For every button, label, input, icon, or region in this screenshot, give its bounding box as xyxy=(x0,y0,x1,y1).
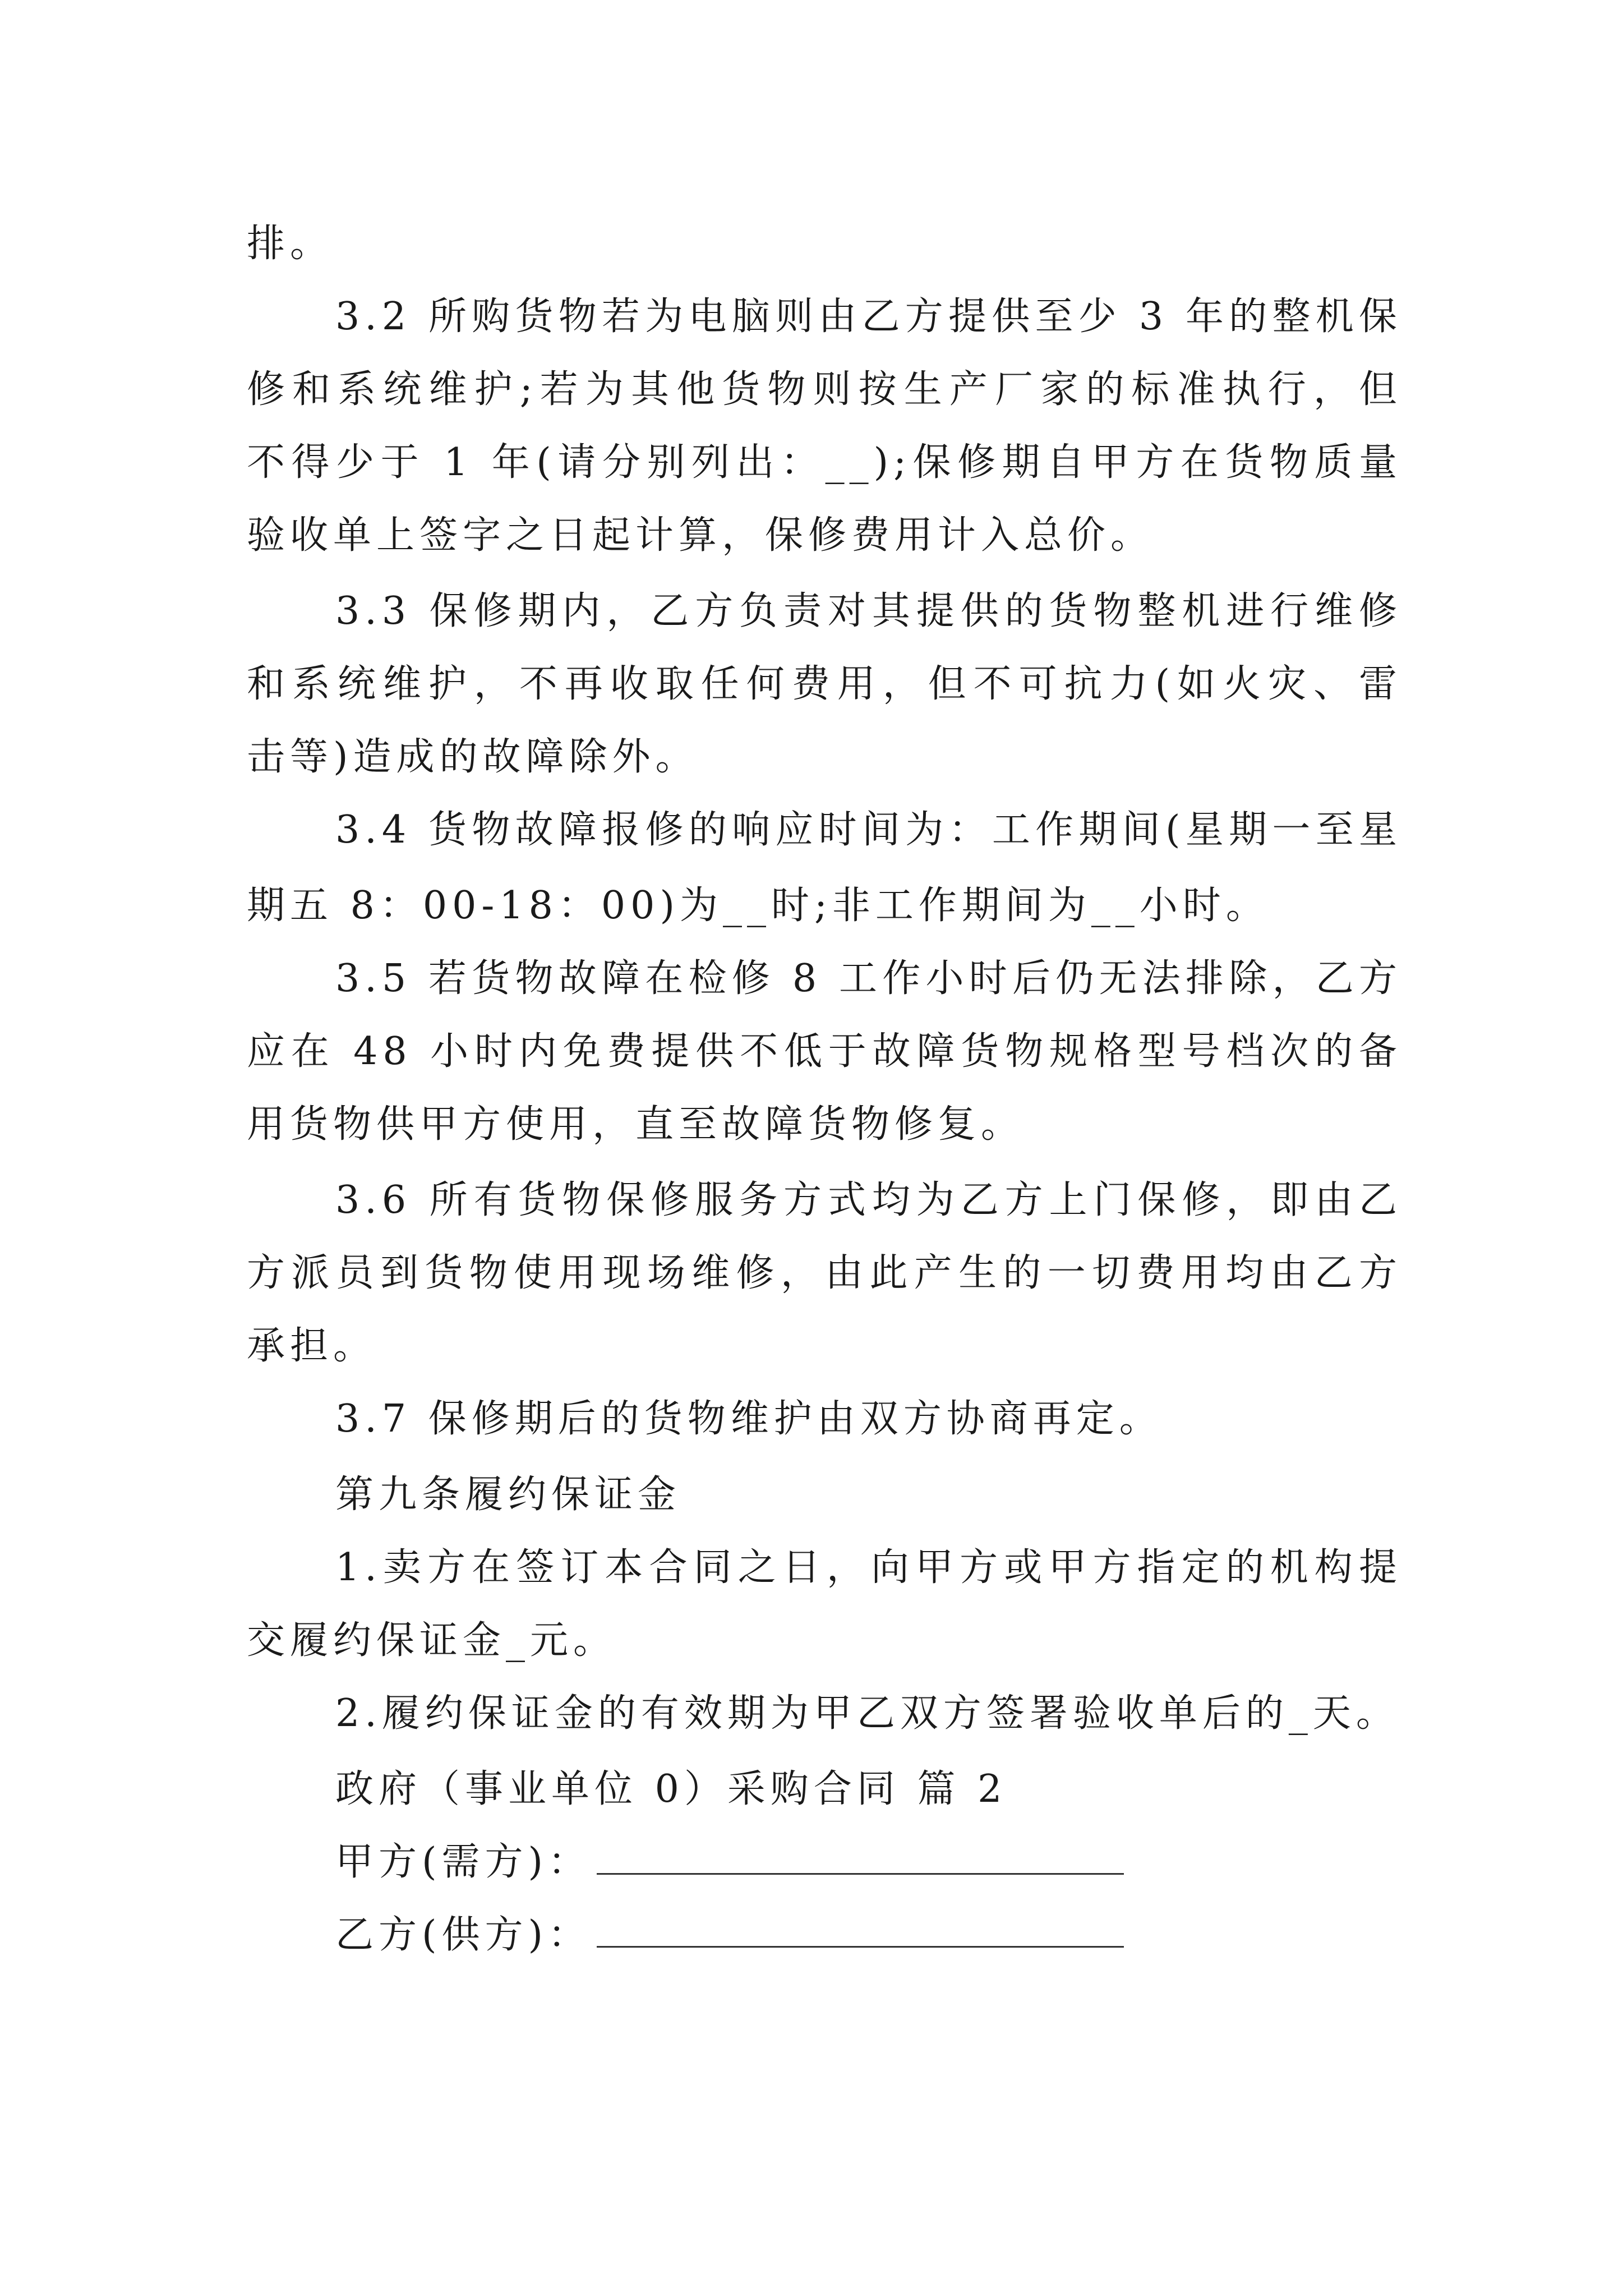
clause-3-4-line-1: 3.4 货物故障报修的响应时间为：工作期间(星期一至星 xyxy=(335,808,1402,852)
paragraph-line: 排。 xyxy=(247,222,334,266)
clause-3-3-line-2: 和系统维护，不再收取任何费用，但不可抗力(如火灾、雷 xyxy=(247,662,1402,706)
clause-3-6-line-2: 方派员到货物使用现场维修，由此产生的一切费用均由乙方 xyxy=(247,1251,1402,1295)
party-b-line xyxy=(335,1899,1491,1972)
party-a-line xyxy=(335,1826,1491,1899)
clause-3-3-line-3: 击等)造成的故障除外。 xyxy=(247,735,699,779)
clause-3-2-line-2: 修和系统维护;若为其他货物则按生产厂家的标准执行，但 xyxy=(247,367,1402,412)
deposit-item-1-line-1: 1.卖方在签订本合同之日，向甲方或甲方指定的机构提 xyxy=(335,1545,1402,1590)
contract-2-title: 政府（事业单位 0）采购合同 篇 2 xyxy=(335,1767,1007,1811)
clause-3-2-line-3: 不得少于 1 年(请分别列出：__);保修期自甲方在货物质量 xyxy=(247,440,1402,485)
clause-3-3-line-1: 3.3 保修期内，乙方负责对其提供的货物整机进行维修 xyxy=(335,589,1402,633)
deposit-item-2-line: 2.履约保证金的有效期为甲乙双方签署验收单后的_天。 xyxy=(335,1691,1399,1736)
deposit-item-1-line-2: 交履约保证金_元。 xyxy=(247,1618,617,1663)
clause-3-7-line: 3.7 保修期后的货物维护由双方协商再定。 xyxy=(335,1397,1163,1441)
clause-3-6-line-3: 承担。 xyxy=(247,1324,377,1368)
party-b-blank xyxy=(597,1912,1124,1948)
party-b-label: 乙方(供方)： xyxy=(335,1913,592,1957)
clause-3-2-line-1: 3.2 所购货物若为电脑则由乙方提供至少 3 年的整机保 xyxy=(335,295,1402,339)
clause-3-6-line-1: 3.6 所有货物保修服务方式均为乙方上门保修，即由乙 xyxy=(335,1178,1402,1222)
article-9-heading: 第九条履约保证金 xyxy=(335,1473,681,1517)
party-a-blank xyxy=(597,1839,1124,1875)
clause-3-5-line-1: 3.5 若货物故障在检修 8 工作小时后仍无法排除，乙方 xyxy=(335,956,1402,1001)
clause-3-5-line-3: 用货物供甲方使用，直至故障货物修复。 xyxy=(247,1102,1025,1147)
party-a-label: 甲方(需方)： xyxy=(335,1840,592,1884)
clause-3-5-line-2: 应在 48 小时内免费提供不低于故障货物规格型号档次的备 xyxy=(247,1029,1402,1074)
clause-3-2-line-4: 验收单上签字之日起计算，保修费用计入总价。 xyxy=(247,513,1154,558)
clause-3-4-line-2: 期五 8：00-18：00)为__时;非工作期间为__小时。 xyxy=(247,884,1269,928)
